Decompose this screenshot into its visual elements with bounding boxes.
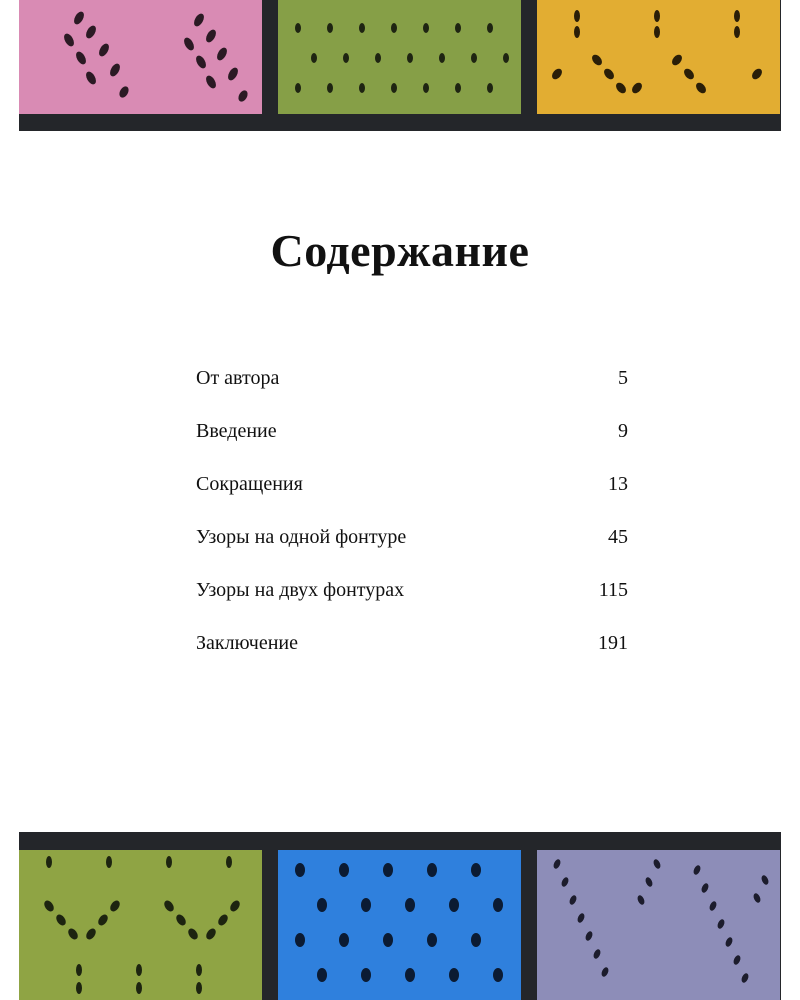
toc-item-label: Введение [196, 420, 277, 442]
toc-item-label: Сокращения [196, 473, 303, 495]
toc-item[interactable] [196, 570, 628, 623]
page-title: Содержание [270, 225, 530, 276]
toc-item-page: 191 [598, 632, 628, 654]
swatch-image-pink [19, 0, 262, 114]
toc-item-page: 115 [598, 579, 628, 601]
toc-item[interactable] [196, 411, 628, 464]
swatch-image-lavender [537, 850, 780, 1000]
swatch-image-green-leaf [19, 850, 262, 1000]
toc-item[interactable] [196, 623, 628, 676]
toc-item[interactable] [196, 358, 628, 411]
table-of-contents [196, 358, 628, 676]
toc-item[interactable] [196, 464, 628, 517]
toc-item-label: От автора [196, 367, 280, 389]
toc-item[interactable] [196, 517, 628, 570]
toc-item-page: 13 [608, 473, 628, 495]
swatch-image-green [278, 0, 521, 114]
toc-item-label: Узоры на одной фонтуре [196, 526, 407, 548]
swatch-image-blue [278, 850, 521, 1000]
toc-item-page: 5 [618, 367, 628, 389]
toc-item-page: 45 [608, 526, 628, 548]
top-swatch-band [19, 0, 781, 131]
toc-item-page: 9 [618, 420, 628, 442]
toc-item-label: Заключение [196, 632, 298, 654]
swatch-image-yellow [537, 0, 780, 114]
toc-item-label: Узоры на двух фонтурах [196, 579, 405, 601]
bottom-swatch-band [19, 832, 781, 1000]
